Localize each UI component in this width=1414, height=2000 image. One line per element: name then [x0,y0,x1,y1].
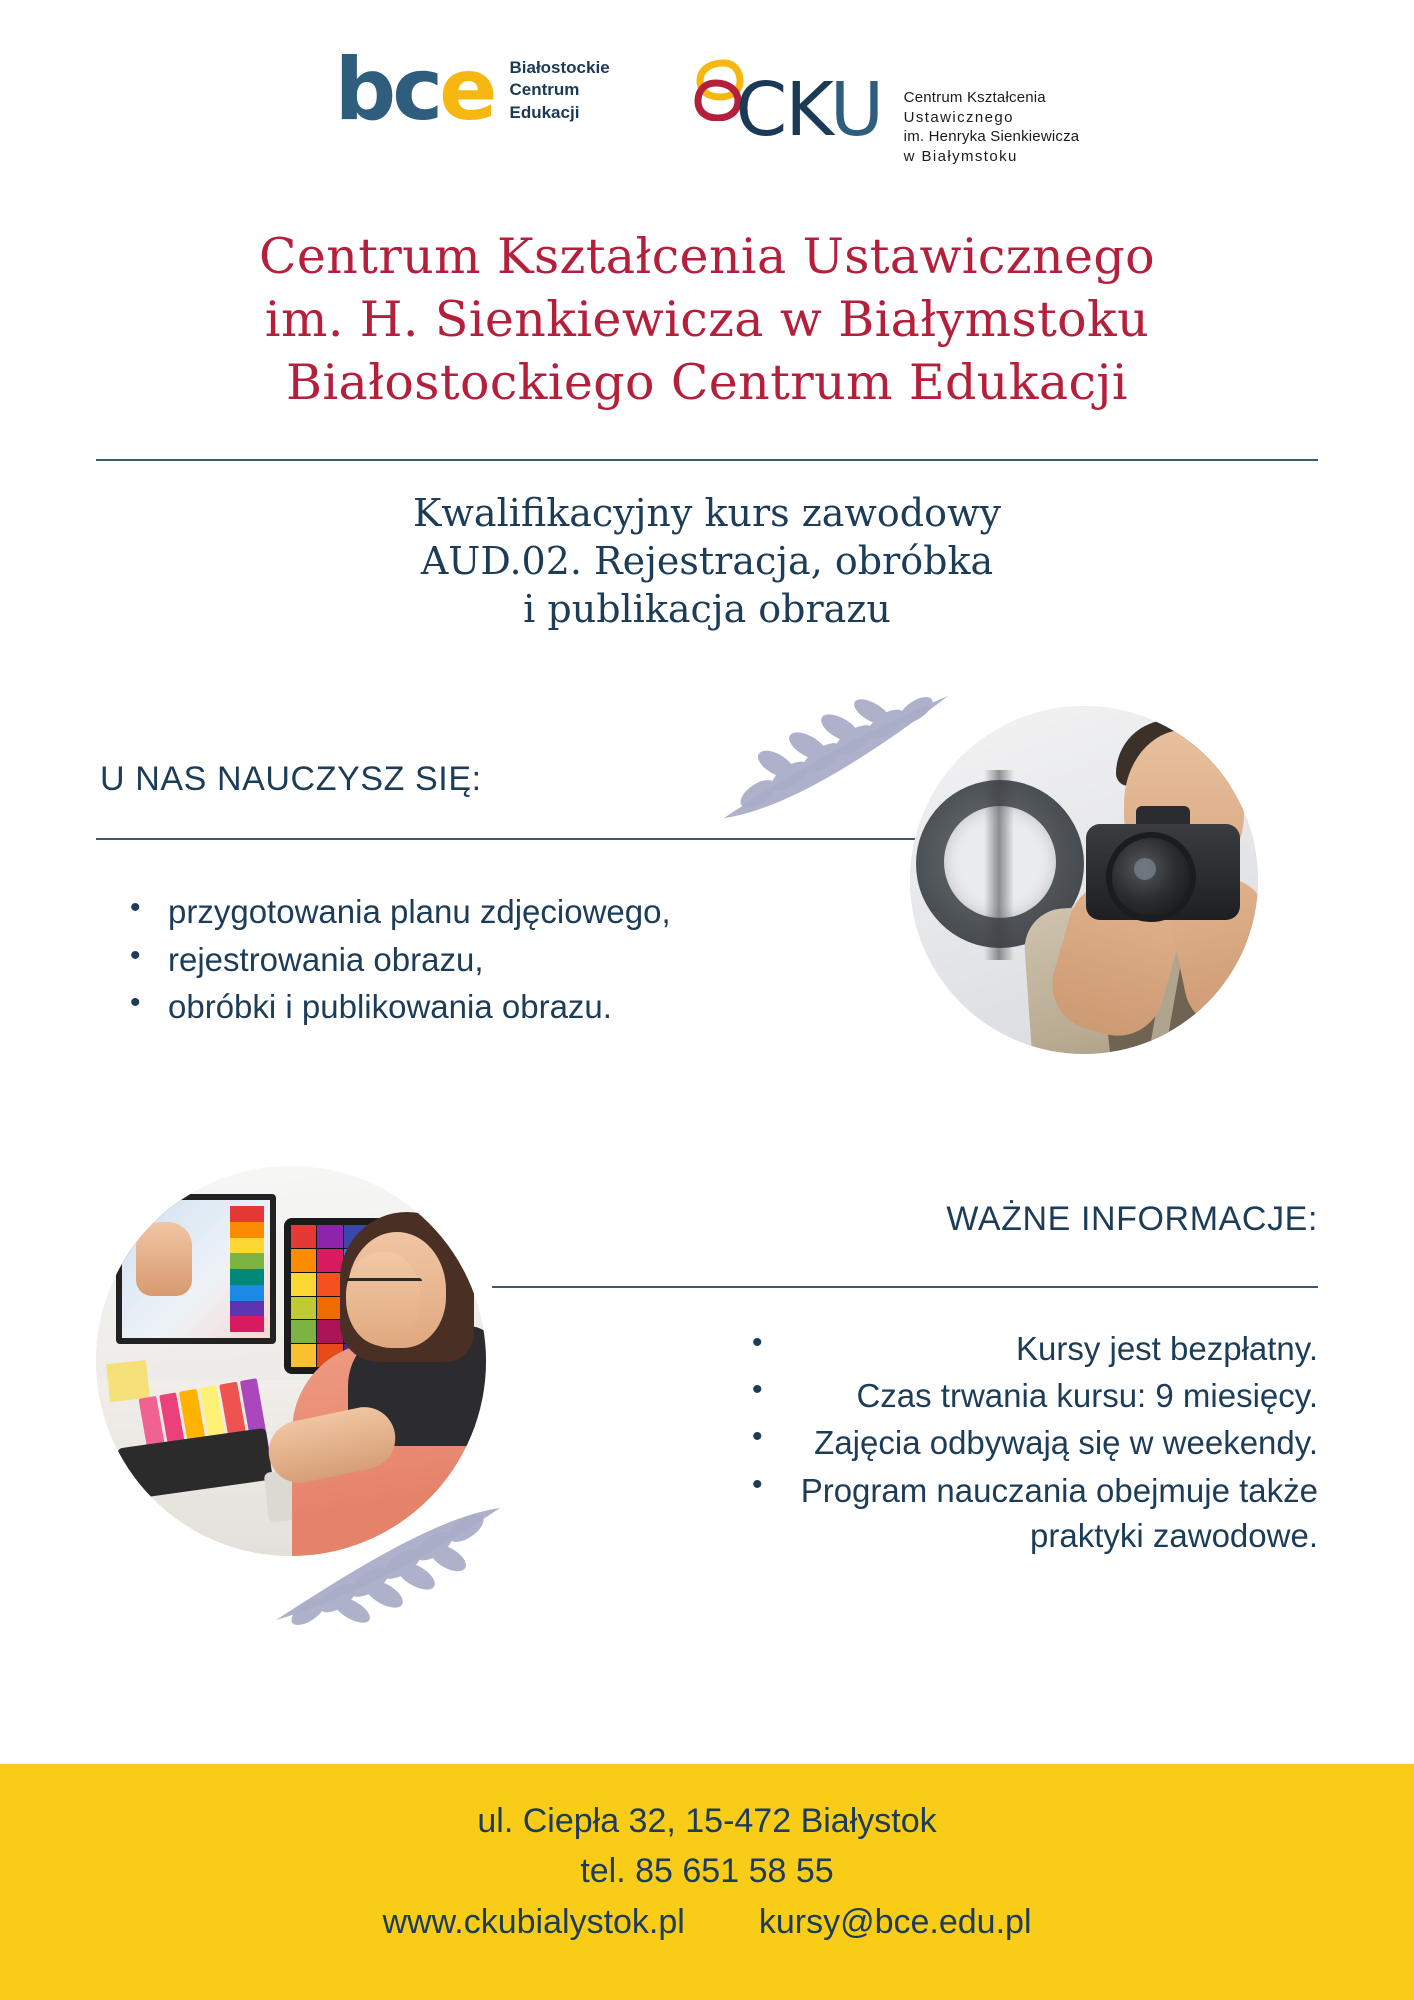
cku-text-line4: w Białymstoku [903,147,1018,165]
photo-photographer [910,706,1258,1054]
title-divider [96,459,1318,461]
page-title-line3: Białostockiego Centrum Edukacji [286,354,1128,412]
list-item: • Zajęcia odbywają się w weekendy. [738,1420,1318,1465]
list-item: • Czas trwania kursu: 9 miesięcy. [738,1373,1318,1418]
logo-bce [334,40,610,140]
list-item: • Program nauczania obejmuje także praktyki zawodowe. [738,1468,1318,1558]
page-title [0,225,1414,415]
logo-cku [694,52,1080,166]
info-heading: WAŻNE INFORMACJE: [946,1200,1318,1238]
footer-phone: tel. 85 651 58 55 [580,1852,834,1891]
list-item: • Kursy jest bezpłatny. [738,1326,1318,1371]
footer-contact-bar [0,1764,1414,2000]
learn-heading: U NAS NAUCZYSZ SIĘ: [100,760,482,798]
info-list [738,1326,1318,1560]
subtitle-line3: i publikacja obrazu [523,586,891,631]
cku-text-line3: im. Henryka Sienkiewicza [903,128,1080,145]
screen-color-strip [230,1206,264,1332]
bce-logomark: bce [334,40,494,140]
list-item: • rejestrowania obrazu, [122,938,902,982]
cku-letters: CKU [735,67,883,153]
subtitle-line1: Kwalifikacyjny kurs zawodowy [413,491,1001,535]
page-title-line2: im. H. Sienkiewicza w Białymstoku [264,291,1150,349]
bce-text-line2: Centrum [509,80,580,100]
list-item: • obróbki i publikowania obrazu. [122,985,902,1029]
footer-website[interactable]: www.ckubialystok.pl [382,1902,685,1941]
sticky-note [106,1360,150,1402]
bce-text-line3: Edukacji [509,103,580,123]
photo-graphic-designer [96,1166,486,1556]
subtitle-line2: AUD.02. Rejestracja, obróbka [420,538,994,583]
footer-links [0,1897,1414,1947]
bce-text-line1: Białostockie [509,57,610,77]
learn-divider [96,838,966,840]
cku-text-line2: Ustawicznego [903,108,1014,126]
cku-logo-text [904,52,1080,166]
glasses-icon [346,1278,422,1301]
info-divider [492,1286,1318,1288]
course-subtitle [0,490,1414,634]
bce-logo-text [510,57,610,125]
page-title-line1: Centrum Kształcenia Ustawicznego [258,228,1156,285]
cku-logomark [694,57,890,161]
logo-bar [0,40,1414,166]
computer-monitor [116,1194,276,1344]
cku-text-line1: Centrum Kształcenia [903,89,1046,106]
footer-address: ul. Ciepła 32, 15-472 Białystok [477,1802,937,1840]
screen-image [136,1222,192,1296]
footer-email[interactable]: kursy@bce.edu.pl [758,1902,1032,1941]
monitor-screen [122,1200,270,1338]
camera-lens [1106,832,1196,922]
learn-list [122,890,902,1033]
list-item: • przygotowania planu zdjęciowego, [122,890,902,934]
